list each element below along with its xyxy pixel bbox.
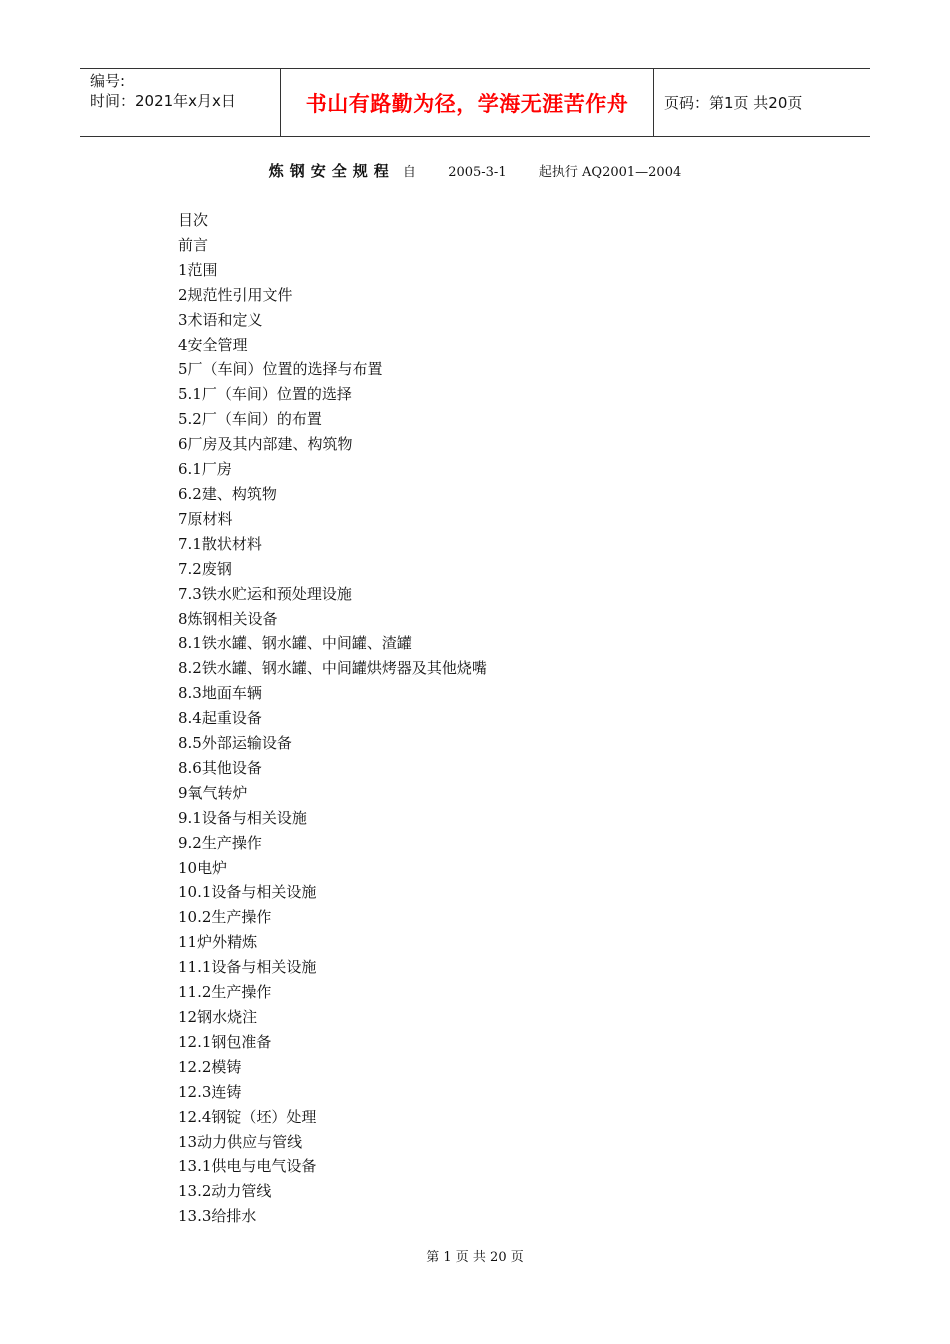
effective-note: 起执行 AQ2001—2004	[538, 165, 682, 180]
page-footer: 第 1 页 共 20 页	[426, 1250, 524, 1265]
toc-item: 12.2模铸	[178, 1057, 242, 1076]
toc-item: 前言	[178, 235, 209, 254]
toc-item: 9.1设备与相关设施	[178, 808, 307, 827]
toc-item: 13.2动力管线	[178, 1182, 272, 1201]
page-header	[80, 68, 870, 137]
toc-item: 12.1钢包准备	[178, 1032, 272, 1051]
toc-item: 8.6其他设备	[178, 758, 262, 777]
toc-item: 11.1设备与相关设施	[178, 958, 317, 977]
header-motto: 书山有路勤为径，学海无涯苦作舟	[305, 91, 629, 116]
toc-item: 5.1厂（车间）位置的选择	[178, 385, 352, 404]
toc-item: 7.3铁水贮运和预处理设施	[178, 584, 352, 603]
header-page-cell	[654, 69, 870, 136]
header-motto-cell	[281, 69, 654, 136]
date-prefix: 自	[402, 165, 416, 180]
document-title-line	[0, 160, 950, 181]
toc-item: 3术语和定义	[178, 310, 263, 329]
table-of-contents	[178, 208, 487, 1229]
toc-item: 8.2铁水罐、钢水罐、中间罐烘烤器及其他烧嘴	[178, 659, 487, 678]
toc-item: 5厂（车间）位置的选择与布置	[178, 360, 383, 379]
toc-item: 7原材料	[178, 509, 233, 528]
toc-item: 目次	[178, 211, 209, 229]
toc-item: 11.2生产操作	[178, 983, 272, 1002]
toc-item: 8炼钢相关设备	[178, 609, 278, 628]
toc-item: 9氧气转炉	[178, 783, 248, 802]
toc-item: 8.3地面车辆	[178, 684, 262, 703]
toc-item: 2规范性引用文件	[178, 285, 293, 304]
toc-item: 4安全管理	[178, 335, 248, 354]
toc-item: 6厂房及其内部建、构筑物	[178, 435, 353, 454]
toc-item: 7.2废钢	[178, 559, 232, 578]
toc-item: 5.2厂（车间）的布置	[178, 410, 322, 429]
document-title: 炼钢安全规程	[268, 162, 395, 180]
toc-item: 10.2生产操作	[178, 908, 272, 927]
toc-item: 1范围	[178, 260, 218, 279]
toc-item: 12钢水烧注	[178, 1008, 258, 1026]
toc-item: 13动力供应与管线	[178, 1132, 303, 1151]
toc-item: 12.3连铸	[178, 1082, 242, 1101]
toc-item: 8.4起重设备	[178, 709, 262, 728]
toc-item: 11炉外精炼	[178, 933, 258, 952]
toc-item: 7.1散状材料	[178, 534, 262, 553]
toc-item: 13.3给排水	[178, 1207, 257, 1226]
toc-item: 8.1铁水罐、钢水罐、中间罐、渣罐	[178, 634, 412, 653]
effective-date: 2005-3-1	[448, 165, 507, 180]
toc-item: 13.1供电与电气设备	[178, 1157, 317, 1176]
toc-item: 10.1设备与相关设施	[178, 883, 317, 902]
toc-item: 9.2生产操作	[178, 833, 262, 852]
toc-item: 6.2建、构筑物	[178, 484, 277, 503]
toc-item: 12.4钢锭（坯）处理	[178, 1107, 317, 1126]
toc-item: 6.1厂房	[178, 460, 232, 479]
toc-item: 8.5外部运输设备	[178, 734, 292, 753]
document-time: 时间：2021年x月x日	[90, 92, 236, 110]
header-left-cell	[80, 69, 281, 136]
header-page-info: 页码：第1页 共20页	[664, 94, 803, 112]
document-number-label: 编号:	[90, 72, 126, 90]
toc-item: 10电炉	[178, 858, 228, 877]
